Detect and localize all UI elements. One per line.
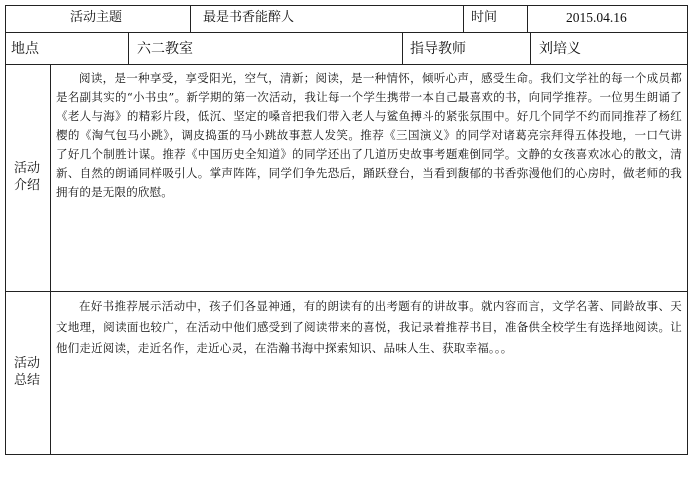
teacher-value: 刘培义 bbox=[539, 41, 581, 57]
intro-text: 阅读，是一种享受，享受阳光，空气，清新；阅读，是一种情怀，倾听心声，感受生命。我们文学社的每一个成员都是名副其实的“小书虫”。新学期的第一次活动，我让每一个学生携带一本自己最喜欢的书，向同学推荐。一位男生朗诵了《老人与海》的精彩片段，低沉、坚定的嗓音把我们带入老人与鲨鱼搏斗的紧张氛围中。好几个同学不约而同推荐了杨红樱的《淘气包马小跳》，调皮捣蛋的马小跳故事惹人发笑。推荐《三国演义》的同学对诸葛亮宗拜得五体投地，一口气讲了好几个制胜计谋。推荐《中国历史全知道》的同学还出了几道历史故事考题难倒同学。文静的女孩喜欢冰心的散文，清新、自然的朗诵同样吸引人。掌声阵阵，同学们争先恐后，踊跃登台，当看到馥郁的书香弥漫他们的心房时，做老师的我拥有的是无限的欣慰。 bbox=[56, 71, 682, 199]
theme-value: 最是书香能醉人 bbox=[203, 10, 295, 25]
col-divider bbox=[402, 32, 403, 64]
col-divider bbox=[463, 5, 464, 32]
col-divider bbox=[50, 64, 51, 455]
teacher-label: 指导教师 bbox=[410, 41, 466, 57]
time-value: 2015.04.16 bbox=[566, 10, 627, 25]
intro-label-line-1: 活动 bbox=[13, 161, 40, 176]
time-label: 时间 bbox=[471, 10, 498, 25]
col-divider bbox=[190, 5, 191, 32]
col-divider bbox=[527, 5, 528, 32]
col-divider bbox=[128, 32, 129, 64]
intro-label bbox=[9, 160, 45, 194]
row-divider bbox=[5, 64, 688, 65]
place-label: 地点 bbox=[11, 41, 39, 57]
place-value: 六二教室 bbox=[137, 41, 193, 57]
summary-label-line-2: 总结 bbox=[13, 373, 40, 388]
summary-label-line-1: 活动 bbox=[13, 356, 40, 371]
row-divider bbox=[5, 32, 688, 33]
summary-label bbox=[9, 355, 45, 389]
summary-text: 在好书推荐展示活动中，孩子们各显神通，有的朗读有的出考题有的讲故事。就内容而言，文学名著、同龄故事、天文地理，阅读面也较广，在活动中他们感受到了阅读带来的喜悦，我记录着推荐书目，准备供全校学生有选择地阅读。让他们走近阅读，走近名作，走近心灵，在浩瀚书海中探索知识、品味人生、获取幸福。。。 bbox=[56, 299, 682, 355]
col-divider bbox=[530, 32, 531, 64]
row-divider bbox=[5, 291, 688, 292]
intro-label-line-2: 介绍 bbox=[13, 178, 40, 193]
theme-label: 活动主题 bbox=[70, 10, 123, 25]
